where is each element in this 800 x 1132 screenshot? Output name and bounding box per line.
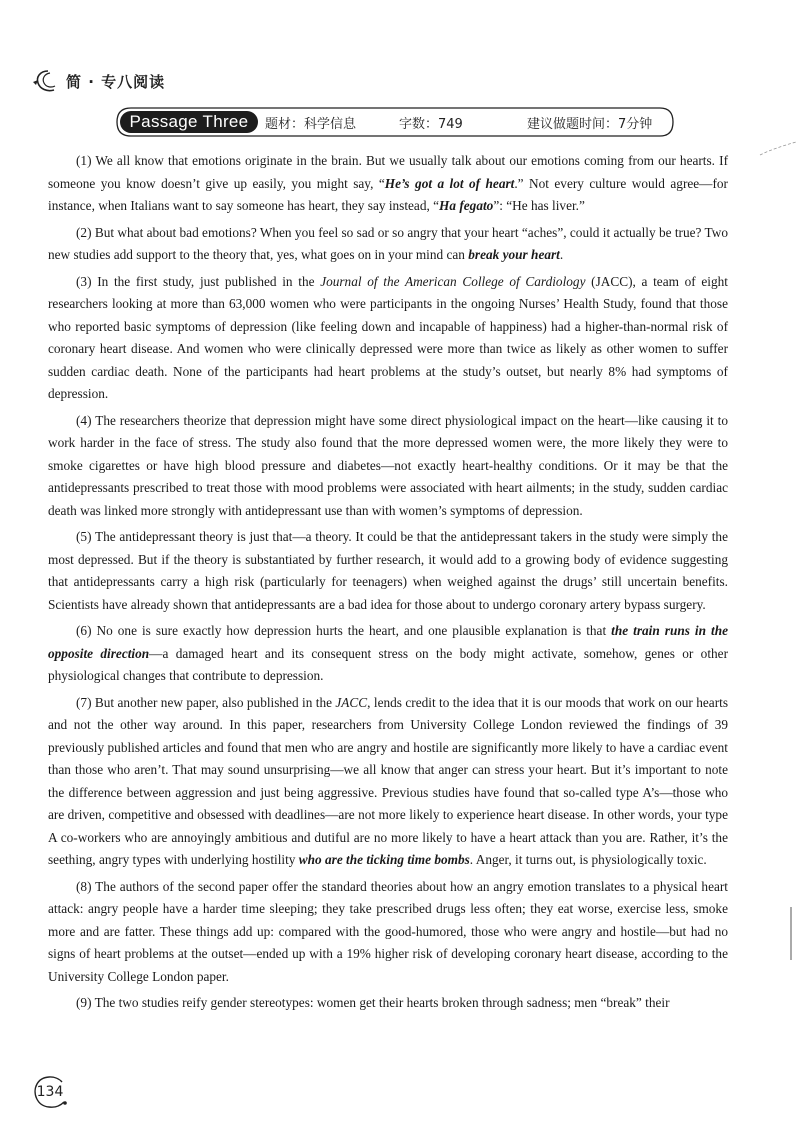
suggested-time-label: 建议做题时间：7分钟 xyxy=(527,117,653,132)
emphasized-text: Ha fegato xyxy=(439,198,494,213)
topic-label: 题材：科学信息 xyxy=(265,117,357,132)
paragraph-number: (7) xyxy=(76,694,92,710)
paragraph-number: (3) xyxy=(76,273,92,289)
paragraph xyxy=(48,526,728,616)
paragraph-text: —a damaged heart and its consequent stress on the body might activate, somehow, genes or other physiological changes that contribute to depression. xyxy=(48,645,728,683)
margin-line-mark xyxy=(788,905,796,965)
paragraph-number: (8) xyxy=(76,878,92,894)
emphasized-text: the train runs in the opposite direction xyxy=(48,623,728,661)
paragraph-text: (JACC), a team of eight researchers looking at more than 63,000 women who were participants in the ongoing Nurses’ Health Study, found that those who reported basic symptoms of depression (like feeling down and incapable of happiness) had a higher-than-normal risk of coronary heart disease. And women who were clinically depressed were more than twice as likely as other women to suffer sudden cardiac death. None of the participants had heart problems at the study’s outset, but nearly 8% had symptoms of depression. xyxy=(48,273,728,401)
paragraph-text: The two studies reify gender stereotypes: women get their hearts broken through sadness; men “break” their xyxy=(91,995,670,1010)
passage-label: Passage Three xyxy=(120,111,258,133)
paragraph-number: (6) xyxy=(76,623,92,638)
paragraph-text: But what about bad emotions? When you feel so sad or so angry that your heart “aches”, could it actually be true? Two new studies add support to the theory that, yes, what goes on in your mind can xyxy=(48,224,728,262)
paragraph-text: .” Not every culture would agree—for instance, when Italians want to say someone has heart, they say instead, “ xyxy=(48,175,728,213)
paragraph-text: But another new paper, also published in the xyxy=(91,694,336,710)
paragraph-text: , lends credit to the idea that it is our moods that work on our hearts and not the other way around. In this paper, researchers from University College London reviewed the findings of 39 previously published articles and found that men who are angry and hostile are significantly more likely to have a cardiac event than those who aren’t. That may sound unsurprising—we all know that anger can stress your heart. But it’s important to note the difference between aggression and just being aggressive. Previous studies have found that so-called type A’s—those who are driven, competitive and obsessed with deadlines—are not more likely to experience heart disease. In other words, your type A co-workers who are annoyingly ambitious and dutiful are no more likely to have a heart attack than you are. Rather, it’s the seething, angry types with underlying hostility xyxy=(48,694,729,867)
emphasized-text: JACC xyxy=(335,694,368,710)
paragraph-number: (5) xyxy=(76,529,92,544)
paragraph-text: No one is sure exactly how depression hurts the heart, and one plausible explanation is that xyxy=(91,623,612,638)
paragraph xyxy=(48,150,728,218)
paragraph-text: . xyxy=(559,247,564,262)
book-logo-icon xyxy=(30,68,64,94)
page-number-text: 134 xyxy=(36,1084,64,1100)
emphasized-text: break your heart xyxy=(468,247,560,262)
paragraph-number: (1) xyxy=(76,153,92,168)
paragraph xyxy=(48,876,728,989)
paragraph xyxy=(48,692,728,872)
paragraph-text: ”: “He has liver.” xyxy=(493,198,585,213)
paragraph-text: The authors of the second paper offer the standard theories about how an angry emotion translates to a physical heart attack: angry people have a harder time sleeping; they take prescribed drugs less often; they eat worse, exercise less, smoke more and are fatter. These things add up: compared with the good-humored, those who were angry and hostile—but had no signs of heart problems at the outset—ended up with a 19% higher risk of developing coronary heart disease, according to the University College London paper. xyxy=(48,878,728,984)
paragraph xyxy=(48,620,728,688)
paragraph-number: (4) xyxy=(76,412,92,428)
emphasized-text: He’s got a lot of heart xyxy=(384,175,515,191)
book-header xyxy=(30,66,165,96)
book-name: 简 · 专八阅读 xyxy=(66,72,166,91)
margin-pencil-mark xyxy=(758,140,798,158)
paragraph xyxy=(48,410,728,523)
word-count-label: 字数：749 xyxy=(399,117,463,132)
emphasized-text: who are the ticking time bombs xyxy=(298,852,470,867)
page-number xyxy=(32,1074,68,1110)
paragraph-text: In the first study, just published in the xyxy=(91,273,321,289)
paragraph-text: The antidepressant theory is just that—a theory. It could be that the antidepressant takers in the study were simply the most depressed. But if the theory is substantiated by further research, it would add to a growing body of evidence suggesting that antidepressants carry a high risk (particularly for teenagers) when weighed against the drugs’ still uncertain benefits. Scientists have already shown that antidepressants are a bad idea for those about to undergo coronary artery bypass surgery. xyxy=(48,529,728,612)
paragraph xyxy=(48,992,728,1015)
paragraph xyxy=(48,222,728,267)
paragraph-number: (2) xyxy=(76,224,92,240)
emphasized-text: Journal of the American College of Cardiology xyxy=(320,273,586,289)
paragraph-text: . Anger, it turns out, is physiologically toxic. xyxy=(469,852,707,867)
paragraph-number: (9) xyxy=(76,995,92,1010)
passage-body xyxy=(48,150,728,1019)
paragraph xyxy=(48,271,728,406)
passage-banner xyxy=(115,106,675,138)
paragraph-text: We all know that emotions originate in the brain. But we usually talk about our emotions coming from our hearts. If someone you know doesn’t give up easily, you might say, “ xyxy=(48,153,728,191)
paragraph-text: The researchers theorize that depression might have some direct physiological impact on the heart—like causing it to work harder in the face of stress. The study also found that the more depressed women were, the more likely they were to smoke cigarettes or have high blood pressure and diabetes—not exactly heart-healthy conditions. Or it may be that the antidepressants prescribed to treat those with mood problems were associated with heart ailments; in the study, sudden cardiac death was linked more strongly with antidepressant use than with women’s symptoms of depression. xyxy=(48,412,728,518)
